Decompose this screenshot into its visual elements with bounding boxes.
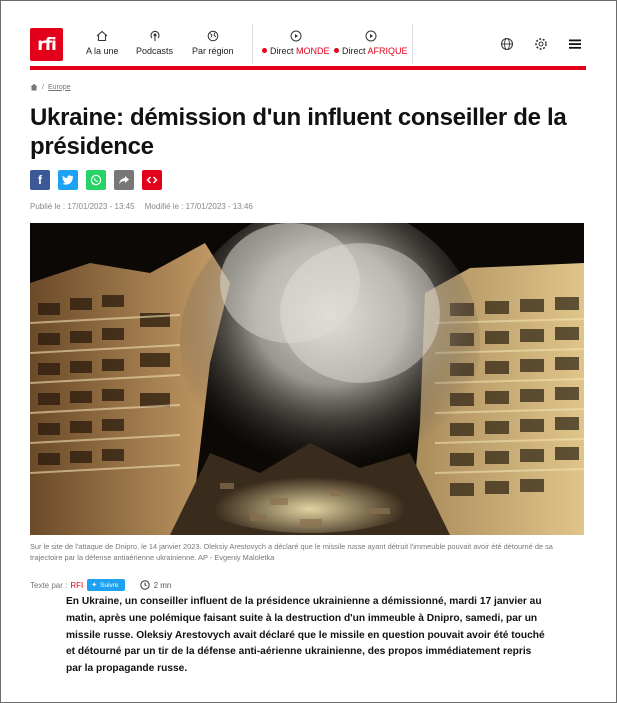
nav-a-la-une[interactable] <box>86 30 119 56</box>
facebook-icon[interactable]: f <box>30 170 50 190</box>
nav-divider <box>252 24 253 64</box>
live-monde-label: Direct MONDE <box>262 46 330 56</box>
header-accent-bar <box>30 66 586 70</box>
settings-gear-icon[interactable] <box>534 37 548 51</box>
home-icon[interactable] <box>30 83 38 91</box>
nav-podcasts[interactable] <box>136 30 173 56</box>
byline <box>30 579 171 591</box>
article-lead: En Ukraine, un conseiller influent de la présidence ukrainienne a démissionné, mardi 17 janvier au matin, après une polémique faisant suite à la destruction d'un immeuble à Dnipro, samedi, par un missile russe. Oleksiy Arestovych avait déclaré que le missile en question pouvait avoir été touché et détourné par un tir de la défense anti-aérienne ukrainienne, des propos immédiatement repris par la propagande russe. <box>66 596 545 675</box>
globe-icon <box>207 30 219 42</box>
clock-icon <box>140 580 150 590</box>
author-link[interactable]: RFI <box>70 580 84 590</box>
follow-twitter-button[interactable]: ✦ Suivre <box>87 579 124 591</box>
breadcrumb-separator: / <box>42 83 44 91</box>
play-icon <box>290 30 302 42</box>
share-icon[interactable] <box>114 170 134 190</box>
nav-label: Podcasts <box>136 46 174 56</box>
nav-divider <box>412 24 413 64</box>
language-globe-icon[interactable] <box>500 37 514 51</box>
live-afrique-label: Direct AFRIQUE <box>334 46 408 56</box>
menu-hamburger-icon[interactable] <box>568 37 582 51</box>
photo-caption: Sur le site de l'attaque de Dnipro, le 14 janvier 2023. Oleksiy Arestovych a déclaré que le missile russe ayant détruit l'immeuble pouvait avoir été détourné de sa trajectoire par la défense antiaérienne ukrainienne. AP - Evgeniy Maloletka <box>30 542 553 562</box>
published-date: Publié le : 17/01/2023 - 13:45 <box>30 202 135 211</box>
article-title: Ukraine: démission d'un influent conseiller de la présidence <box>30 104 567 160</box>
breadcrumb-section-link[interactable]: Europe <box>47 83 71 91</box>
modified-date: Modifié le : 17/01/2023 - 13:46 <box>144 202 253 211</box>
nav-label: A la une <box>86 46 119 56</box>
live-dot-icon <box>334 48 339 53</box>
rfi-logo[interactable]: rfi <box>30 28 63 61</box>
embed-icon[interactable] <box>142 170 162 190</box>
article-photo[interactable] <box>30 223 584 535</box>
whatsapp-icon[interactable] <box>86 170 106 190</box>
podcast-icon <box>149 30 161 42</box>
share-bar <box>30 170 162 190</box>
nav-par-region[interactable] <box>192 30 234 56</box>
twitter-bird-icon: ✦ <box>91 582 98 589</box>
home-icon <box>96 30 108 42</box>
nav-label: Par région <box>192 46 234 56</box>
read-time: 2 mn <box>140 580 172 590</box>
site-header <box>30 22 586 68</box>
live-dot-icon <box>262 48 267 53</box>
breadcrumb <box>30 83 71 91</box>
byline-label: Texte par : <box>30 580 68 590</box>
article-dates <box>30 202 261 211</box>
collapsed-building-photo <box>30 223 584 535</box>
live-afrique-link[interactable] <box>334 30 408 56</box>
live-monde-link[interactable] <box>262 30 330 56</box>
twitter-icon[interactable] <box>58 170 78 190</box>
play-icon <box>365 30 377 42</box>
